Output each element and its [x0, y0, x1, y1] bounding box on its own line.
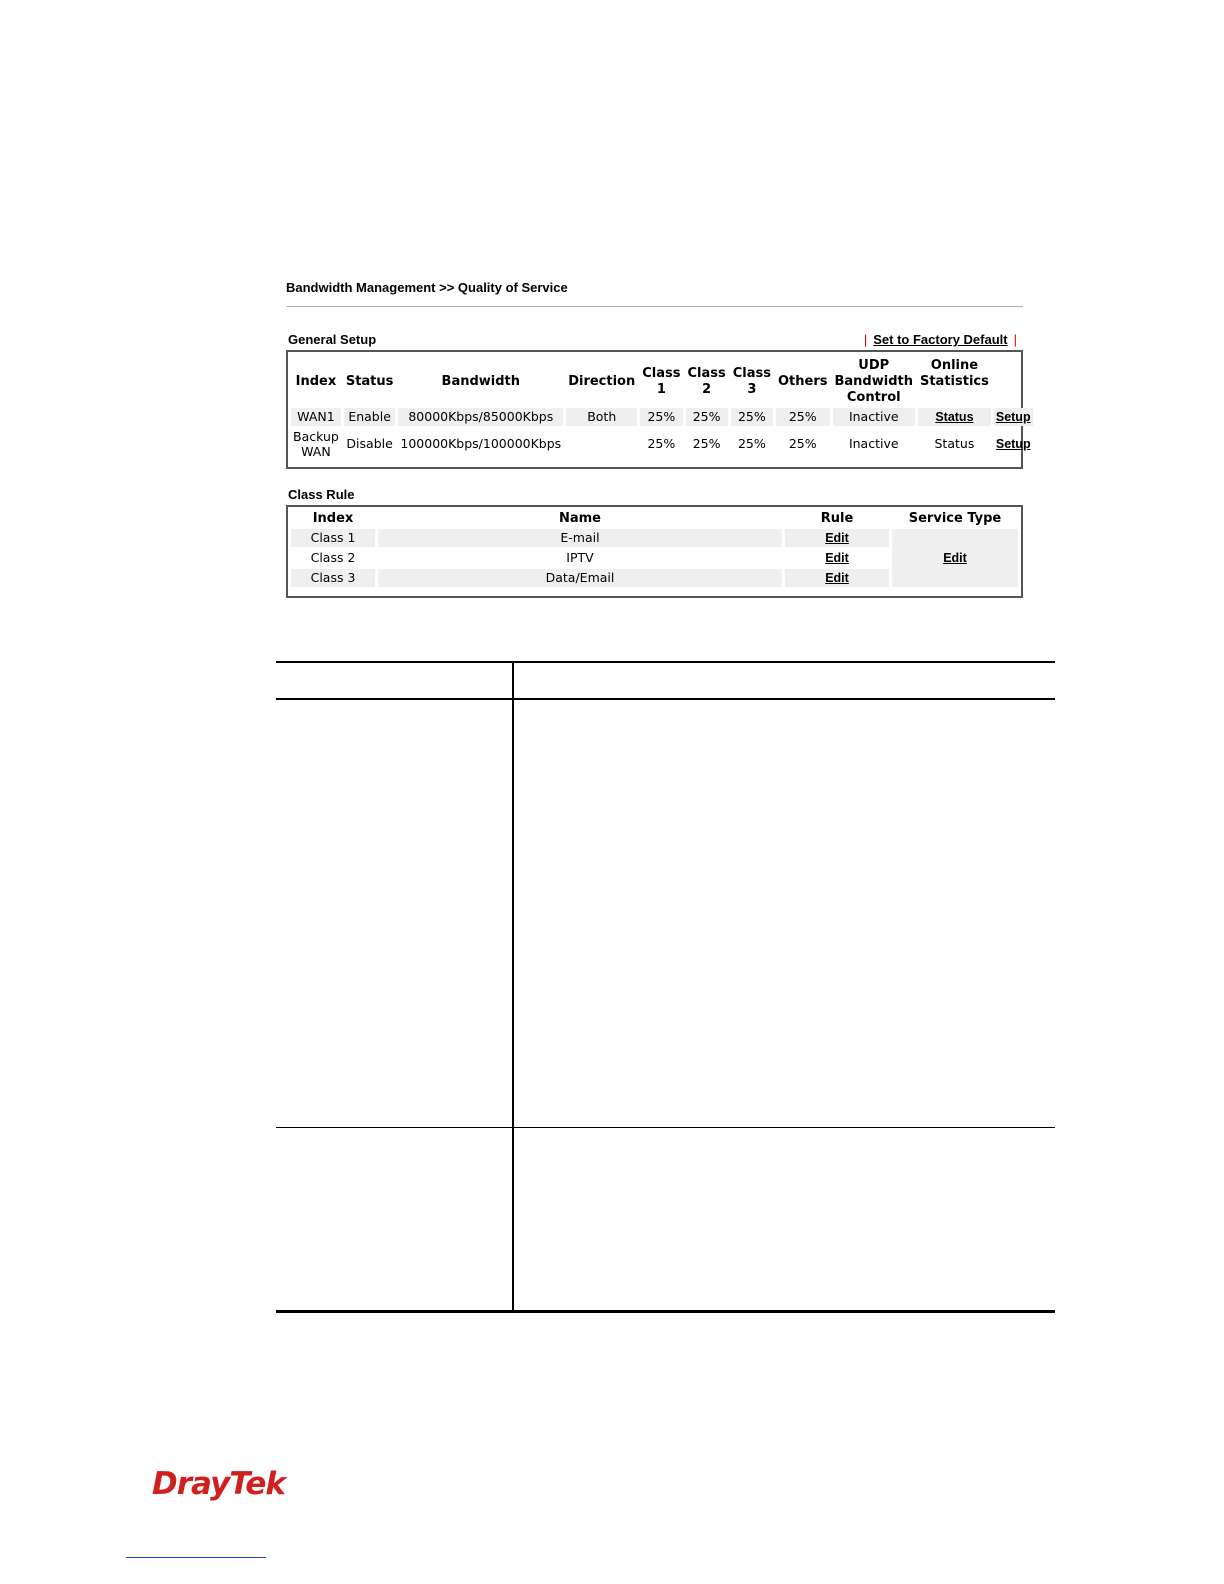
header-index: Index — [295, 374, 337, 389]
set-factory-default-link[interactable]: Set to Factory Default — [873, 332, 1008, 347]
table-rule-top — [276, 661, 1055, 663]
cell-bandwidth: 100000Kbps/100000Kbps — [400, 436, 562, 451]
setup-link-wan1[interactable]: Setup — [995, 410, 1031, 424]
cell-service-type — [892, 529, 1018, 587]
cell-direction — [566, 428, 637, 460]
class-rule-table-box — [286, 505, 1023, 598]
cell-rule — [785, 569, 889, 587]
table-rule-header — [276, 698, 1055, 700]
cell-class2: 25% — [686, 408, 728, 426]
cell-class2: 25% — [692, 436, 721, 451]
cell-status: Disable — [346, 436, 393, 451]
footer-link-underline — [126, 1557, 266, 1558]
general-setup-table-box — [286, 350, 1031, 469]
table-row — [291, 529, 1018, 547]
setup-link-backup-wan[interactable]: Setup — [995, 437, 1031, 451]
service-type-edit-link[interactable]: Edit — [943, 551, 967, 565]
cell-class3: 25% — [731, 408, 773, 426]
cell-name: Data/Email — [378, 569, 782, 587]
cell-online: Status — [934, 436, 975, 451]
status-link[interactable]: Status — [935, 410, 974, 424]
draytek-logo: DrayTek — [152, 1466, 285, 1502]
cell-name: IPTV — [566, 550, 594, 565]
cell-online — [918, 408, 991, 426]
header-name: Name — [558, 511, 601, 526]
cell-others: 25% — [776, 408, 830, 426]
cell-rule — [785, 549, 889, 567]
divider — [286, 306, 1023, 307]
cell-index: WAN1 — [291, 408, 341, 426]
table-rule-middle — [276, 1127, 1055, 1128]
cell-class1: 25% — [647, 436, 676, 451]
cell-others: 25% — [788, 436, 817, 451]
breadcrumb: Bandwidth Management >> Quality of Service — [286, 280, 568, 295]
class-rule-title: Class Rule — [288, 487, 355, 502]
general-setup-table — [288, 356, 1036, 462]
cell-setup — [994, 408, 1033, 426]
table-header-row — [291, 511, 1018, 527]
rule-edit-link[interactable]: Edit — [825, 571, 849, 585]
general-setup-title: General Setup — [288, 332, 377, 347]
cell-bandwidth: 80000Kbps/85000Kbps — [398, 408, 563, 426]
cell-name: E-mail — [378, 529, 782, 547]
description-table — [276, 661, 1055, 1312]
header-direction: Direction — [568, 374, 636, 389]
table-header-row — [291, 358, 1033, 406]
header-setup — [994, 358, 1033, 406]
class-rule-table — [288, 509, 1021, 589]
header-online-statistics: Online Statistics — [919, 358, 989, 389]
table-row — [291, 408, 1033, 426]
header-status: Status — [345, 374, 394, 389]
cell-udp: Inactive — [833, 408, 915, 426]
cell-udp: Inactive — [848, 436, 899, 451]
header-others: Others — [778, 374, 828, 389]
rule-edit-link[interactable]: Edit — [825, 551, 849, 565]
header-class3: Class 3 — [732, 366, 771, 397]
table-row — [291, 428, 1033, 460]
cell-index: Backup WAN — [293, 429, 339, 459]
cell-index: Class 1 — [291, 529, 375, 547]
cell-status: Enable — [344, 408, 396, 426]
cell-class3: 25% — [737, 436, 766, 451]
table-rule-bottom — [276, 1310, 1055, 1313]
table-column-divider — [512, 661, 514, 1312]
rule-edit-link[interactable]: Edit — [825, 531, 849, 545]
cell-index: Class 3 — [291, 569, 375, 587]
header-class1: Class 1 — [642, 366, 681, 397]
header-index: Index — [312, 511, 354, 526]
factory-default-bar: | Set to Factory Default | — [863, 332, 1017, 347]
header-service-type: Service Type — [908, 511, 1002, 526]
header-udp: UDP Bandwidth Control — [834, 358, 913, 405]
cell-setup — [994, 428, 1033, 460]
cell-index: Class 2 — [310, 550, 356, 565]
cell-class1: 25% — [640, 408, 682, 426]
header-rule: Rule — [820, 511, 854, 526]
header-class2: Class 2 — [687, 366, 726, 397]
header-bandwidth: Bandwidth — [441, 374, 521, 389]
cell-rule — [785, 529, 889, 547]
cell-direction: Both — [566, 408, 637, 426]
